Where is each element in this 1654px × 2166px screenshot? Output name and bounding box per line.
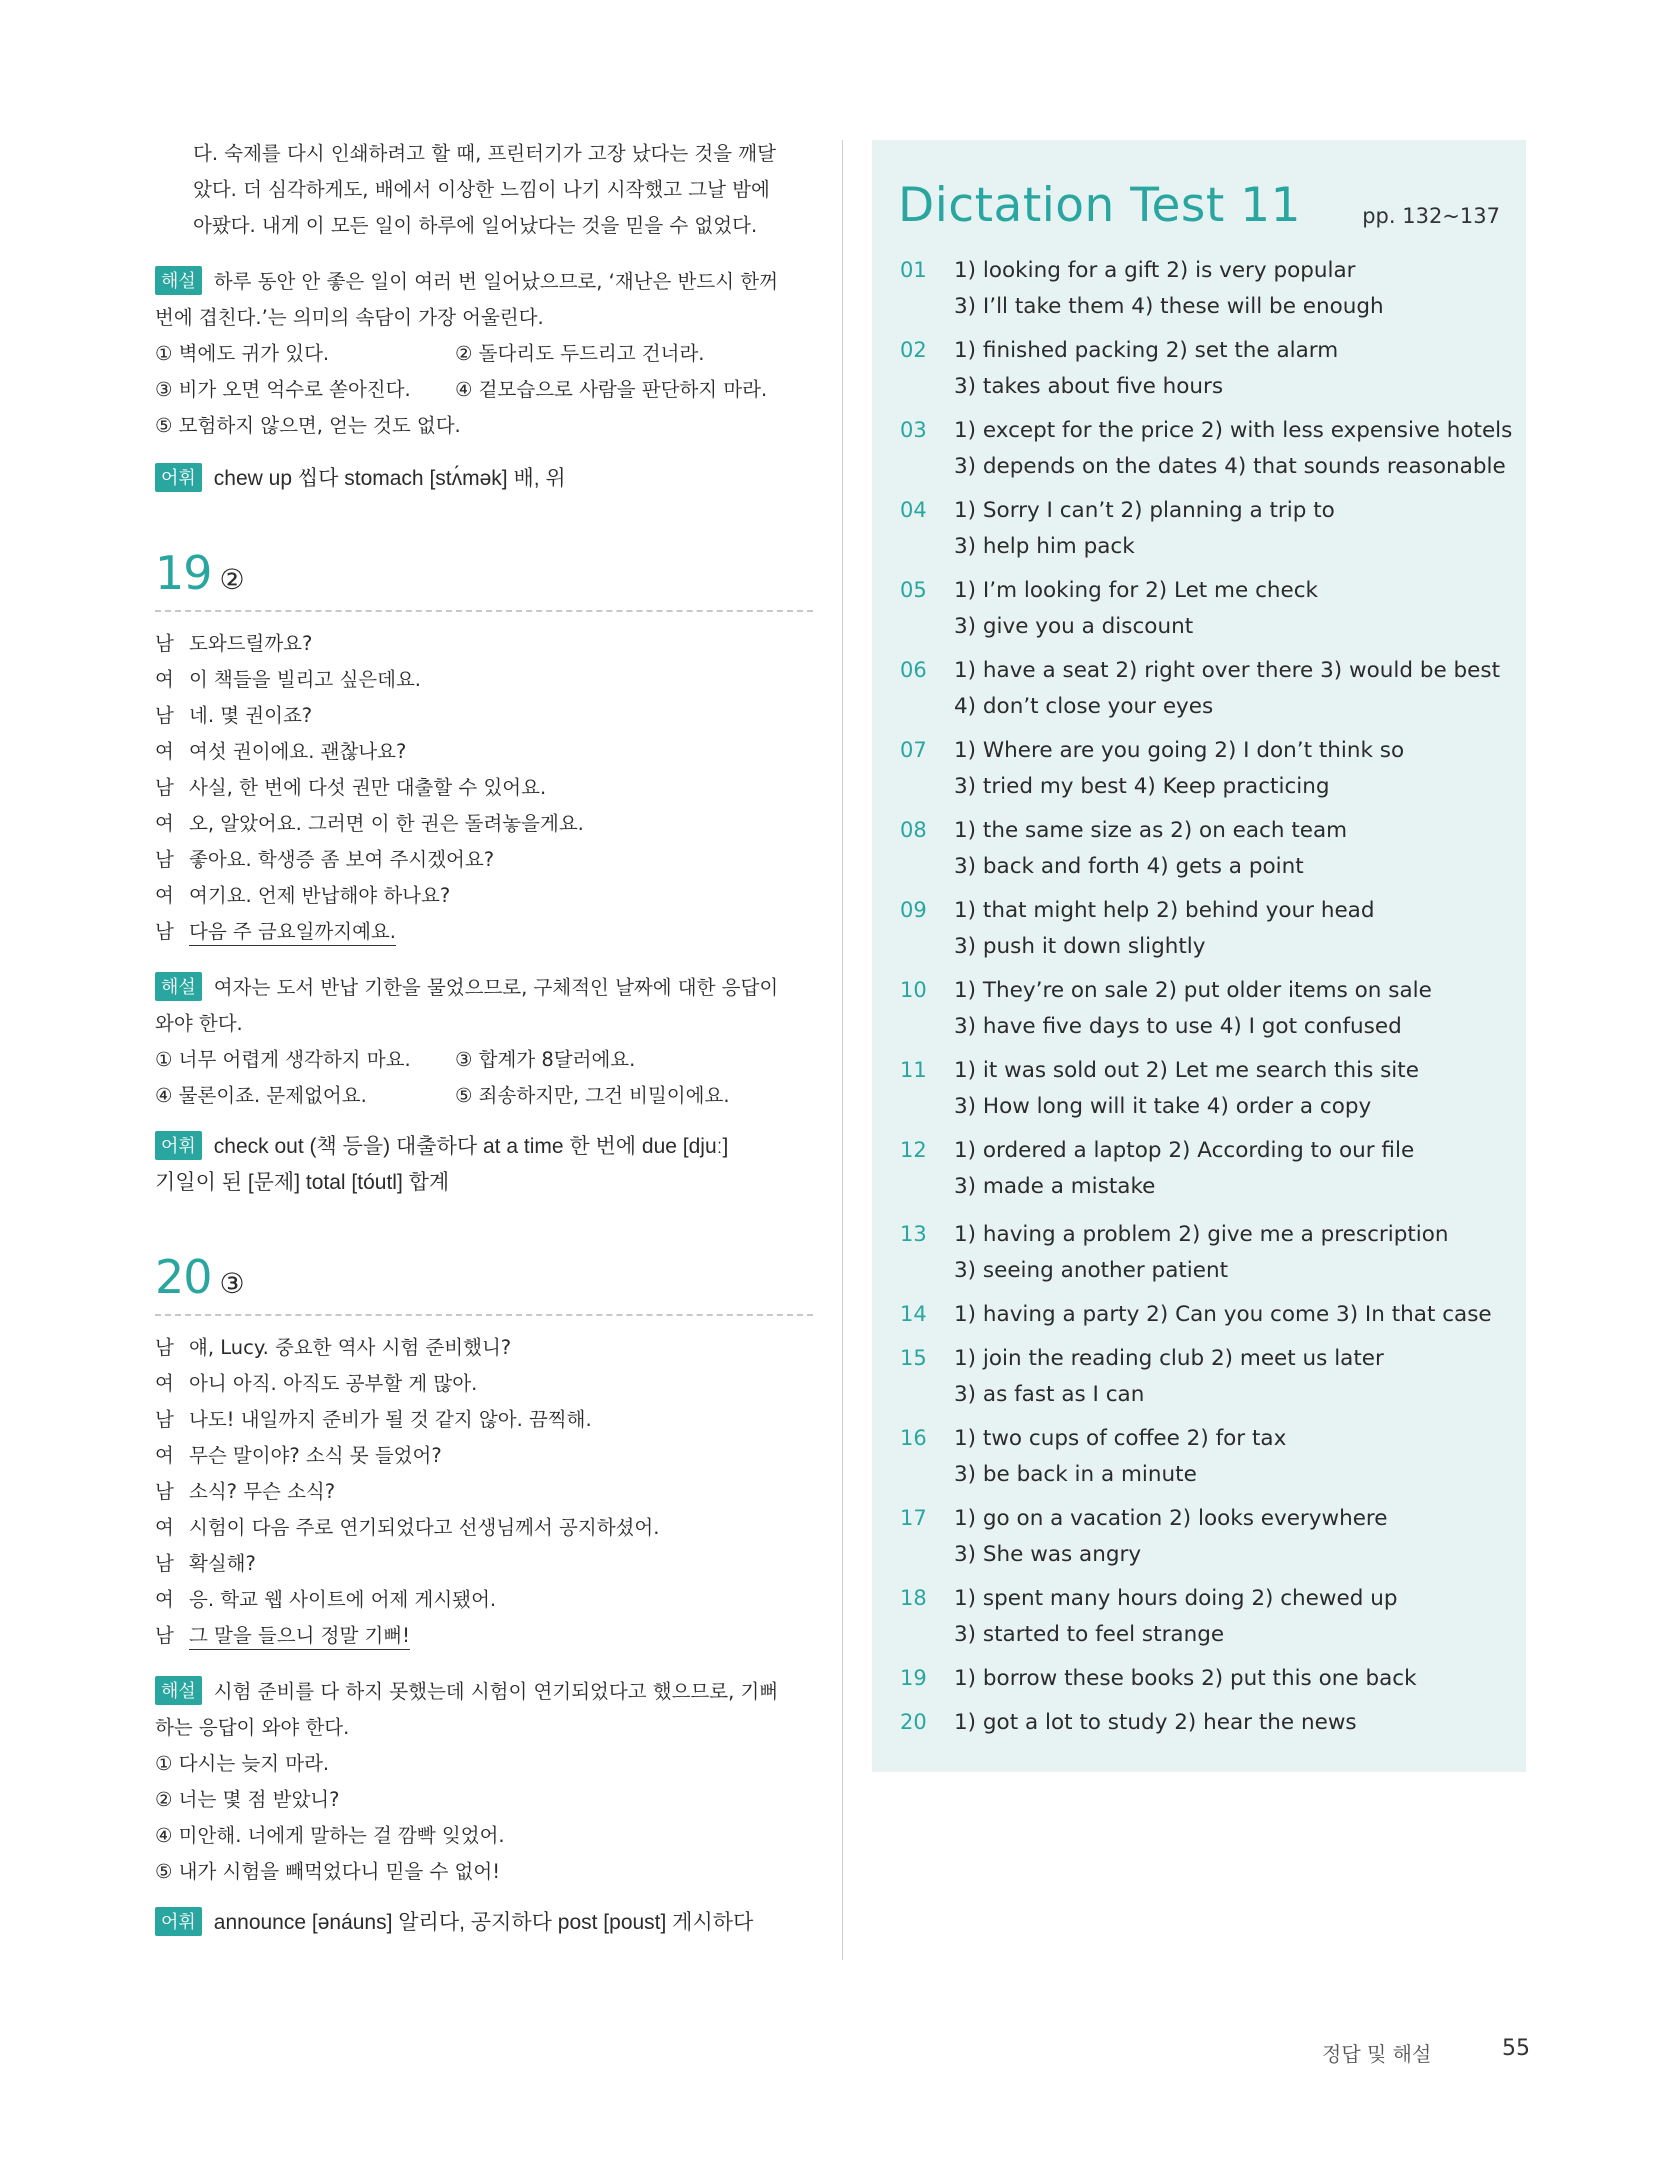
vocab-tag: 어휘 xyxy=(155,1907,202,1936)
speaker: 여 xyxy=(155,884,174,907)
row-line: 3) takes about five hours xyxy=(954,374,1224,399)
dialogue-text: 여기요. 언제 반납해야 하나요? xyxy=(189,884,451,907)
row-line: 1) have a seat 2) right over there 3) would be best xyxy=(954,658,1501,683)
row-line: 3) push it down slightly xyxy=(954,934,1206,959)
dialogue-text: 이 책들을 빌리고 싶은데요. xyxy=(189,668,422,691)
row-line: 3) started to feel strange xyxy=(954,1622,1225,1647)
speaker: 남 xyxy=(155,848,174,871)
row-line: 1) having a party 2) Can you come 3) In that case xyxy=(954,1302,1492,1327)
row-line: 1) go on a vacation 2) looks everywhere xyxy=(954,1506,1388,1531)
row-number: 14 xyxy=(900,1302,927,1326)
row-number: 12 xyxy=(900,1138,927,1162)
choice: ① 너무 어렵게 생각하지 마요. xyxy=(155,1048,411,1071)
dialogue-text: 도와드릴까요? xyxy=(189,632,313,655)
vocab-line: 기일이 된 [문제] total [tóutl] 합계 xyxy=(155,1171,450,1194)
row-line: 1) looking for a gift 2) is very popular xyxy=(954,258,1356,283)
page-range: pp. 132~137 xyxy=(1362,204,1500,228)
choice: ② 돌다리도 두드리고 건너라. xyxy=(455,342,705,365)
vocab-tag: 어휘 xyxy=(155,1131,202,1160)
row-line: 3) as fast as I can xyxy=(954,1382,1145,1407)
row-number: 06 xyxy=(900,658,927,682)
explanation-tag: 해설 xyxy=(155,266,202,295)
row-line: 3) She was angry xyxy=(954,1542,1142,1567)
explanation-line: 와야 한다. xyxy=(155,1012,243,1035)
row-number: 04 xyxy=(900,498,927,522)
row-line: 3) be back in a minute xyxy=(954,1462,1197,1487)
vocab-line xyxy=(155,1130,728,1160)
dialogue-text: 여섯 권이에요. 괜찮나요? xyxy=(189,740,407,763)
row-number: 18 xyxy=(900,1586,927,1610)
speaker: 남 xyxy=(155,1624,174,1647)
dialogue-text: 사실, 한 번에 다섯 권만 대출할 수 있어요. xyxy=(189,776,547,799)
choice: ④ 물론이죠. 문제없어요. xyxy=(155,1084,367,1107)
row-number: 01 xyxy=(900,258,927,282)
choice: ⑤ 죄송하지만, 그건 비밀이에요. xyxy=(455,1084,730,1107)
dialogue-line xyxy=(155,1548,256,1576)
row-number: 05 xyxy=(900,578,927,602)
explanation-text: 하루 동안 안 좋은 일이 여러 번 일어났으므로, ‘재난은 반드시 한꺼 xyxy=(213,270,778,293)
speaker: 여 xyxy=(155,1372,174,1395)
dialogue-line xyxy=(155,1584,496,1612)
row-number: 19 xyxy=(900,1666,927,1690)
vocab-line xyxy=(155,462,566,492)
choice: ④ 미안해. 너에게 말하는 걸 깜빡 잊었어. xyxy=(155,1824,505,1847)
row-line: 1) join the reading club 2) meet us later xyxy=(954,1346,1384,1371)
dialogue-text: 소식? 무슨 소식? xyxy=(189,1480,336,1503)
row-line: 4) don’t close your eyes xyxy=(954,694,1214,719)
dialogue-line xyxy=(155,808,584,836)
dialogue-line xyxy=(155,772,546,800)
dialogue-text: 응. 학교 웹 사이트에 어제 게시됐어. xyxy=(189,1588,497,1611)
dialogue-text: 아니 아직. 아직도 공부할 게 많아. xyxy=(189,1372,478,1395)
question-number xyxy=(155,1250,244,1304)
dialogue-line xyxy=(155,1476,335,1504)
speaker: 남 xyxy=(155,1552,174,1575)
dialogue-line xyxy=(155,628,312,656)
row-line: 3) back and forth 4) gets a point xyxy=(954,854,1304,879)
speaker: 남 xyxy=(155,632,174,655)
choice: ① 다시는 늦지 마라. xyxy=(155,1752,330,1775)
answer-underlined-text: 그 말을 들으니 정말 기뻐! xyxy=(189,1624,410,1650)
answer-underlined-text: 다음 주 금요일까지예요. xyxy=(189,920,396,946)
dashed-divider xyxy=(155,610,813,612)
speaker: 여 xyxy=(155,812,174,835)
vocab-text: chew up 씹다 stomach [stʌ́mək] 배, 위 xyxy=(213,467,566,490)
row-line: 1) I’m looking for 2) Let me check xyxy=(954,578,1319,603)
row-number: 10 xyxy=(900,978,927,1002)
explanation-line xyxy=(155,1676,778,1705)
speaker: 여 xyxy=(155,1444,174,1467)
dialogue-line xyxy=(155,700,312,728)
paragraph-line: 아팠다. 내게 이 모든 일이 하루에 일어났다는 것을 믿을 수 없었다. xyxy=(193,214,758,237)
answer-mark: ② xyxy=(219,563,244,596)
row-line: 1) ordered a laptop 2) According to our file xyxy=(954,1138,1415,1163)
answer-mark: ③ xyxy=(219,1267,244,1300)
speaker: 여 xyxy=(155,668,174,691)
row-number: 02 xyxy=(900,338,927,362)
choice: ⑤ 내가 시험을 빼먹었다니 믿을 수 없어! xyxy=(155,1860,501,1883)
column-divider xyxy=(842,140,843,1960)
explanation-text: 여자는 도서 반납 기한을 물었으므로, 구체적인 날짜에 대한 응답이 xyxy=(213,976,779,999)
row-line: 1) They’re on sale 2) put older items on sale xyxy=(954,978,1432,1003)
speaker: 남 xyxy=(155,1408,174,1431)
row-number: 15 xyxy=(900,1346,927,1370)
choice: ① 벽에도 귀가 있다. xyxy=(155,342,330,365)
page-number: 55 xyxy=(1502,2036,1530,2061)
row-line: 1) got a lot to study 2) hear the news xyxy=(954,1710,1357,1735)
vocab-text: check out (책 등을) 대출하다 at a time 한 번에 due [djuː] xyxy=(213,1135,729,1158)
dialogue-text: 네. 몇 권이죠? xyxy=(189,704,313,727)
dialogue-text: 시험이 다음 주로 연기되었다고 선생님께서 공지하셨어. xyxy=(189,1516,660,1539)
choice: ④ 겉모습으로 사람을 판단하지 마라. xyxy=(455,378,768,401)
question-number-text: 20 xyxy=(155,1250,212,1304)
explanation-line: 번에 겹친다.’는 의미의 속담이 가장 어울린다. xyxy=(155,306,544,329)
question-number xyxy=(155,546,244,600)
dialogue-line xyxy=(155,880,450,908)
choice: ⑤ 모험하지 않으면, 얻는 것도 없다. xyxy=(155,414,461,437)
row-line: 1) borrow these books 2) put this one back xyxy=(954,1666,1417,1691)
row-line: 1) spent many hours doing 2) chewed up xyxy=(954,1586,1398,1611)
row-line: 1) finished packing 2) set the alarm xyxy=(954,338,1339,363)
row-line: 1) Where are you going 2) I don’t think so xyxy=(954,738,1405,763)
dialogue-text: 확실해? xyxy=(189,1552,256,1575)
paragraph-line: 다. 숙제를 다시 인쇄하려고 할 때, 프린터기가 고장 났다는 것을 깨달 xyxy=(193,142,776,165)
row-line: 3) seeing another patient xyxy=(954,1258,1229,1283)
row-line: 1) two cups of coffee 2) for tax xyxy=(954,1426,1287,1451)
choice: ③ 비가 오면 억수로 쏟아진다. xyxy=(155,378,411,401)
dialogue-text: 얘, Lucy. 중요한 역사 시험 준비했니? xyxy=(189,1336,512,1359)
explanation-tag: 해설 xyxy=(155,1676,202,1705)
row-line: 3) tried my best 4) Keep practicing xyxy=(954,774,1330,799)
speaker: 여 xyxy=(155,1588,174,1611)
row-number: 13 xyxy=(900,1222,927,1246)
dialogue-text: 오, 알았어요. 그러면 이 한 권은 돌려놓을게요. xyxy=(189,812,584,835)
vocab-line xyxy=(155,1906,753,1936)
explanation-line xyxy=(155,972,778,1001)
dialogue-line xyxy=(155,1512,659,1540)
row-line: 3) give you a discount xyxy=(954,614,1194,639)
row-line: 3) help him pack xyxy=(954,534,1135,559)
question-number-text: 19 xyxy=(155,546,212,600)
row-line: 1) Sorry I can’t 2) planning a trip to xyxy=(954,498,1335,523)
explanation-line xyxy=(155,266,778,295)
speaker: 여 xyxy=(155,1516,174,1539)
row-line: 1) the same size as 2) on each team xyxy=(954,818,1348,843)
dialogue-text: 좋아요. 학생증 좀 보여 주시겠어요? xyxy=(189,848,495,871)
explanation-line: 하는 응답이 와야 한다. xyxy=(155,1716,350,1739)
vocab-tag: 어휘 xyxy=(155,463,202,492)
dialogue-line xyxy=(155,1620,410,1648)
row-number: 09 xyxy=(900,898,927,922)
row-number: 08 xyxy=(900,818,927,842)
row-number: 07 xyxy=(900,738,927,762)
dialogue-line xyxy=(155,664,421,692)
row-number: 11 xyxy=(900,1058,927,1082)
speaker: 여 xyxy=(155,740,174,763)
speaker: 남 xyxy=(155,1336,174,1359)
dialogue-text: 나도! 내일까지 준비가 될 것 같지 않아. 끔찍해. xyxy=(189,1408,592,1431)
row-number: 17 xyxy=(900,1506,927,1530)
row-line: 3) How long will it take 4) order a copy xyxy=(954,1094,1372,1119)
row-number: 16 xyxy=(900,1426,927,1450)
dictation-panel xyxy=(872,140,1526,1772)
row-line: 1) that might help 2) behind your head xyxy=(954,898,1375,923)
row-line: 1) it was sold out 2) Let me search this site xyxy=(954,1058,1419,1083)
row-number: 20 xyxy=(900,1710,927,1734)
vocab-text: announce [ənáuns] 알리다, 공지하다 post [poust] 게시하다 xyxy=(213,1911,754,1934)
speaker: 남 xyxy=(155,776,174,799)
dictation-title: Dictation Test 11 xyxy=(898,178,1302,233)
row-line: 3) I’ll take them 4) these will be enough xyxy=(954,294,1384,319)
speaker: 남 xyxy=(155,704,174,727)
row-line: 1) except for the price 2) with less expensive hotels xyxy=(954,418,1513,443)
paragraph-line: 았다. 더 심각하게도, 배에서 이상한 느낌이 나기 시작했고 그날 밤에 xyxy=(193,178,770,201)
dialogue-line xyxy=(155,1332,511,1360)
dialogue-line xyxy=(155,1440,442,1468)
dialogue-line xyxy=(155,916,396,944)
footer-section-label: 정답 및 해설 xyxy=(1322,2042,1432,2066)
dialogue-text: 무슨 말이야? 소식 못 들었어? xyxy=(189,1444,442,1467)
row-line: 3) have five days to use 4) I got confused xyxy=(954,1014,1402,1039)
row-line: 1) having a problem 2) give me a prescription xyxy=(954,1222,1449,1247)
row-line: 3) made a mistake xyxy=(954,1174,1156,1199)
choice: ② 너는 몇 점 받았니? xyxy=(155,1788,340,1811)
dialogue-line xyxy=(155,736,406,764)
explanation-tag: 해설 xyxy=(155,972,202,1001)
row-number: 03 xyxy=(900,418,927,442)
dialogue-line xyxy=(155,844,494,872)
choice: ③ 합계가 8달러에요. xyxy=(455,1048,636,1071)
dialogue-line xyxy=(155,1404,592,1432)
row-line: 3) depends on the dates 4) that sounds reasonable xyxy=(954,454,1506,479)
speaker: 남 xyxy=(155,920,174,943)
explanation-text: 시험 준비를 다 하지 못했는데 시험이 연기되었다고 했으므로, 기뻐 xyxy=(213,1680,779,1703)
dialogue-line xyxy=(155,1368,477,1396)
dashed-divider xyxy=(155,1314,813,1316)
speaker: 남 xyxy=(155,1480,174,1503)
